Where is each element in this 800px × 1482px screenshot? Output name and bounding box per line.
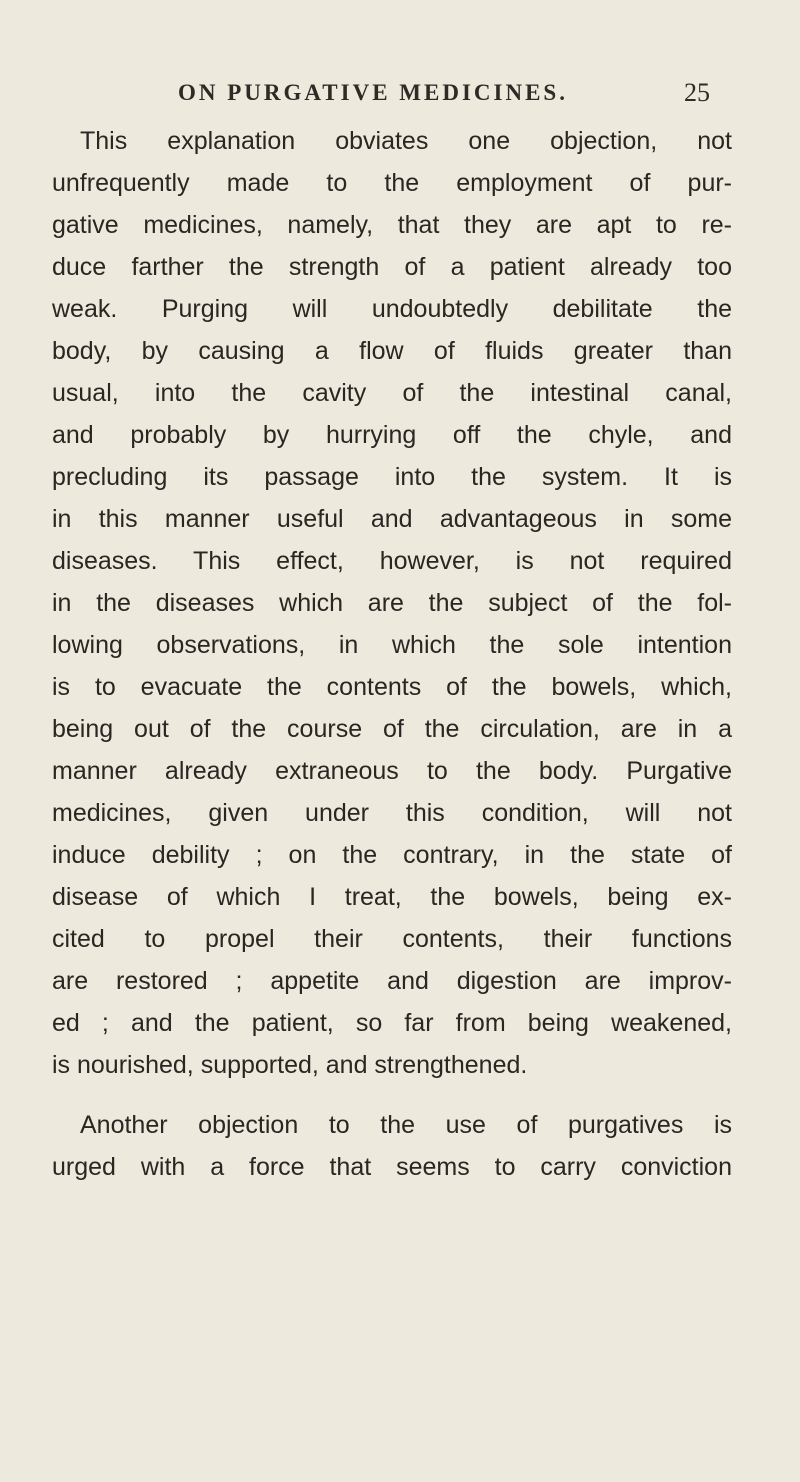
text-line: precluding its passage into the system. It is	[52, 463, 732, 491]
text-line: This explanation obviates one objection, not	[80, 127, 732, 155]
text-line: is nourished, supported, and strengthened.	[52, 1051, 528, 1079]
text-line: diseases. This effect, however, is not required	[52, 547, 732, 575]
text-line: manner already extraneous to the body. Purgative	[52, 757, 732, 785]
text-line: in the diseases which are the subject of the fol-	[52, 589, 732, 617]
text-line: cited to propel their contents, their functions	[52, 925, 732, 953]
text-line: medicines, given under this condition, will not	[52, 799, 732, 827]
text-line: unfrequently made to the employment of pur-	[52, 169, 732, 197]
text-line: being out of the course of the circulation, are in a	[52, 715, 732, 743]
text-line: weak. Purging will undoubtedly debilitate the	[52, 295, 732, 323]
paragraph	[52, 1104, 732, 1188]
text-line: gative medicines, namely, that they are apt to re-	[52, 211, 732, 239]
text-line: urged with a force that seems to carry conviction	[52, 1153, 732, 1181]
text-line: usual, into the cavity of the intestinal canal,	[52, 379, 732, 407]
text-line: body, by causing a flow of fluids greater than	[52, 337, 732, 365]
text-line: ed ; and the patient, so far from being weakened,	[52, 1009, 732, 1037]
text-line: disease of which I treat, the bowels, being ex-	[52, 883, 732, 911]
running-title: ON PURGATIVE MEDICINES.	[178, 80, 568, 105]
text-line: and probably by hurrying off the chyle, and	[52, 421, 732, 449]
body-text	[52, 120, 732, 1188]
text-line: in this manner useful and advantageous in some	[52, 505, 732, 533]
page-number: 25	[684, 78, 710, 107]
text-line: Another objection to the use of purgatives is	[80, 1111, 732, 1139]
text-line: lowing observations, in which the sole intention	[52, 631, 732, 659]
text-line: duce farther the strength of a patient already too	[52, 253, 732, 281]
page-header	[178, 80, 710, 120]
paragraph	[52, 120, 732, 1086]
text-line: induce debility ; on the contrary, in the state of	[52, 841, 732, 869]
text-line: are restored ; appetite and digestion are improv-	[52, 967, 732, 995]
text-line: is to evacuate the contents of the bowels, which,	[52, 673, 732, 701]
paragraph-gap	[52, 1086, 732, 1104]
